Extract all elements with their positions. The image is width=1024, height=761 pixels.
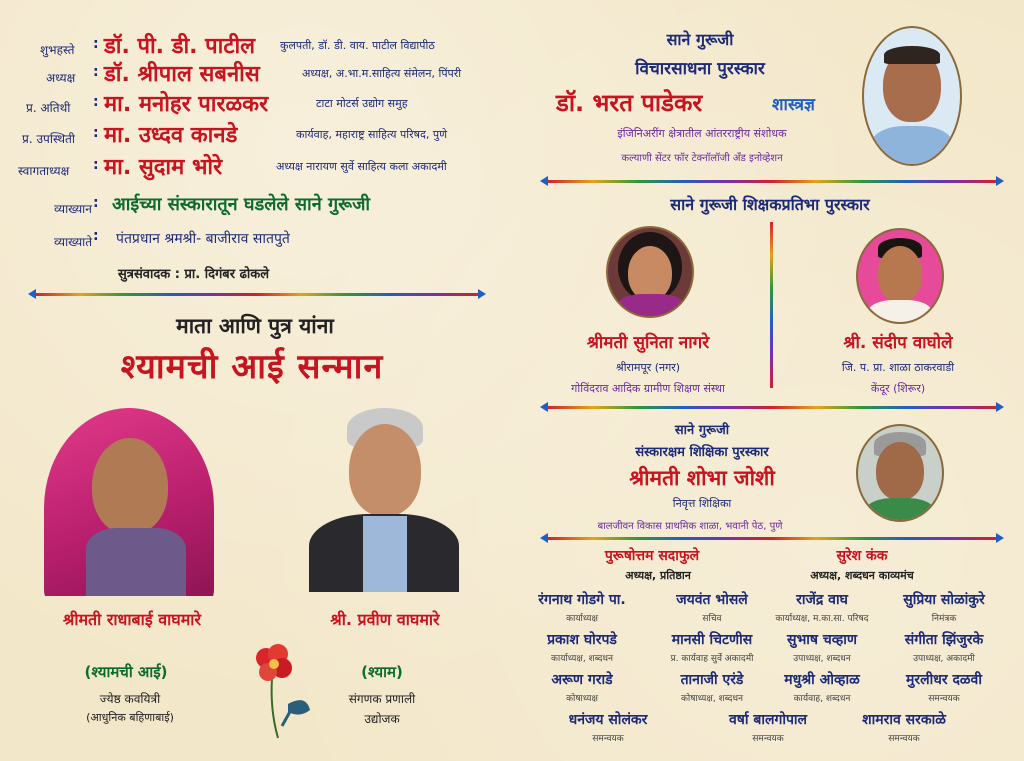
shikshika-title1: साने गुरूजी [674,423,730,438]
son-desc2: उद्योजक [364,712,400,726]
divider [548,406,996,409]
colon: : [93,195,99,211]
shikshak-p1-desc2: गोविंदराव आदिक ग्रामीण शिक्षण संस्था [571,382,725,395]
vertical-divider [770,222,773,388]
shikshak-p2-photo [856,228,944,324]
colon: : [93,94,99,110]
son-photo [303,408,461,592]
flower-bird-illustration [248,640,318,740]
vichar-desc1: इंजिनिअरींग क्षेत्रातील आंतरराष्ट्रीय संशोधक [617,127,787,140]
committee-name: धनंजय सोलंकर [568,712,648,728]
label-adhyaksha: अध्यक्ष [46,71,76,85]
son-name: श्री. प्रवीण वाघमारे [330,610,440,629]
colon: : [93,36,99,52]
committee-name: मानसी चिटणीस [671,632,753,648]
guest-name-2: डॉ. श्रीपाल सबनीस [104,62,260,87]
committee-name: मधुश्री ओव्हाळ [784,672,860,688]
committee-name: रंगनाथ गोडगे पा. [538,592,626,608]
committee-role: निमंत्रक [931,614,957,624]
guest-name-1: डॉ. पी. डी. पाटील [104,34,256,59]
committee-role: समन्वयक [592,734,624,744]
label-speaker: व्याख्याते [54,235,93,249]
colon: : [93,64,99,80]
vichar-awardee-photo [862,26,962,166]
committee-name: अरूण गराडे [551,672,613,688]
shikshak-p2-desc2: केंदूर (शिरूर) [870,382,926,395]
guest-name-4: मा. उध्दव कानडे [104,123,238,148]
committee-role: कार्याध्यक्ष, म.का.सा. परिषद [775,614,869,624]
label-lecture: व्याख्यान [54,202,92,216]
guest-name-5: मा. सुदाम भोरे [104,155,223,180]
shikshak-p2-name: श्री. संदीप वाघोले [843,333,953,353]
committee-role: समन्वयक [752,734,784,744]
lecture-title: आईच्या संस्कारातून घडलेले साने गुरूजी [112,194,371,215]
committee-role: कार्यवाह, शब्दधन [793,694,851,704]
mother-photo [40,408,218,596]
committee-name: सुप्रिया सोळांकुरे [903,592,985,608]
guest-name-3: मा. मनोहर पारळकर [104,92,269,117]
committee-name: वर्षा बालगोपाल [728,712,808,728]
committee-name: सुभाष चव्हाण [786,632,858,648]
vichar-title1: साने गुरूजी [666,30,734,49]
anchor-text: सुत्रसंवादक : प्रा. दिगंबर ढोकले [118,267,270,282]
committee-name: जयवंत भोसले [676,592,748,608]
leader-role-2: अध्यक्ष, शब्दधन काव्यमंच [810,569,914,582]
colon: : [93,125,99,141]
leader-name-1: पुरूषोत्तम सदाफुले [604,548,700,564]
committee-role: कोषाध्यक्ष, शब्दधन [681,694,743,704]
committee-role: कार्याध्यक्ष [566,614,598,624]
divider [548,180,996,183]
shikshak-title: साने गुरूजी शिक्षकप्रतिभा पुरस्कार [670,195,870,214]
colon: : [93,228,99,244]
committee-name: संगीता झिंजुरके [904,632,984,648]
leader-role-1: अध्यक्ष, प्रतिष्ठान [625,569,691,582]
speaker-name: पंतप्रधान श्रमश्री- बाजीराव सातपुते [116,231,290,247]
mother-desc1: ज्येष्ठ कवयित्री [99,692,161,706]
shikshika-awardee-photo [856,424,944,522]
guest-desc-5: अध्यक्ष नारायण सुर्वे साहित्य कला अकादमी [276,160,447,173]
committee-name: राजेंद्र वाघ [796,592,848,608]
committee-role: प्र. कार्यवाह सुर्वे अकादमी [670,654,754,664]
shikshak-p1-photo [606,226,694,318]
guest-desc-3: टाटा मोटर्स उद्योग समुह [316,97,408,110]
committee-role: उपाध्यक्ष, अकादमी [913,654,975,664]
vichar-awardee-name: डॉ. भरत पाडेकर [556,89,703,117]
guest-desc-2: अध्यक्ष, अ.भा.म.साहित्य संमेलन, पिंपरी [302,67,462,80]
committee-role: समन्वयक [928,694,960,704]
award-main-line1: माता आणि पुत्र यांना [176,314,334,338]
shikshika-awardee-name: श्रीमती शोभा जोशी [629,466,775,490]
committee-role: कार्याध्यक्ष, शब्दधन [551,654,613,664]
divider [36,293,478,296]
son-desc1: संगणक प्रणाली [348,692,416,706]
committee-role: समन्वयक [888,734,920,744]
mother-name: श्रीमती राधाबाई वाघमारे [62,610,202,629]
vichar-awardee-suffix: शास्त्रज्ञ [772,95,815,115]
committee-name: मुरलीधर दळवी [906,672,982,688]
guest-desc-1: कुलपती, डॉ. डी. वाय. पाटील विद्यापीठ [280,39,435,52]
committee-role: उपाध्यक्ष, शब्दधन [793,654,851,664]
shikshika-desc2: बालजीवन विकास प्राथमिक शाळा, भवानी पेठ, पुणे [597,521,783,532]
shikshak-p1-name: श्रीमती सुनिता नागरे [586,333,710,353]
committee-name: शामराव सरकाळे [862,712,946,728]
guest-desc-4: कार्यवाह, महाराष्ट्र साहित्य परिषद, पुणे [296,128,448,141]
label-shubhhaste: शुभहस्ते [40,43,75,57]
son-role: (श्याम) [361,663,403,681]
vichar-title2: विचारसाधना पुरस्कार [635,59,765,79]
committee-role: कोषाध्यक्ष [566,694,598,704]
divider [548,537,996,540]
shikshika-title2: संस्कारक्षम शिक्षिका पुरस्कार [635,445,769,460]
leader-name-2: सुरेश कंक [836,548,888,564]
label-pra-upasthiti: प्र. उपस्थिती [22,132,76,146]
committee-name: तानाजी एरंडे [680,672,744,688]
mother-role: (श्यामची आई) [84,663,168,681]
committee-name: प्रकाश घोरपडे [547,632,617,648]
shikshika-desc1: निवृत्त शिक्षिका [672,497,732,510]
mother-desc2: (आधुनिक बहिणाबाई) [86,711,174,724]
colon: : [93,157,99,173]
committee-role: सचिव [702,614,722,624]
vichar-desc2: कल्याणी सेंटर फॉर टेक्नॉलॉजी अँड इनोव्हेशन [621,153,783,164]
shikshak-p1-desc1: श्रीरामपूर (नगर) [615,361,681,374]
award-main-title: श्यामची आई सन्मान [120,347,384,387]
label-pra-atithi: प्र. अतिथी [26,101,71,115]
label-swagatadhyaksha: स्वागताध्यक्ष [18,164,70,178]
shikshak-p2-desc1: जि. प. प्रा. शाळा ठाकरवाडी [841,361,955,374]
